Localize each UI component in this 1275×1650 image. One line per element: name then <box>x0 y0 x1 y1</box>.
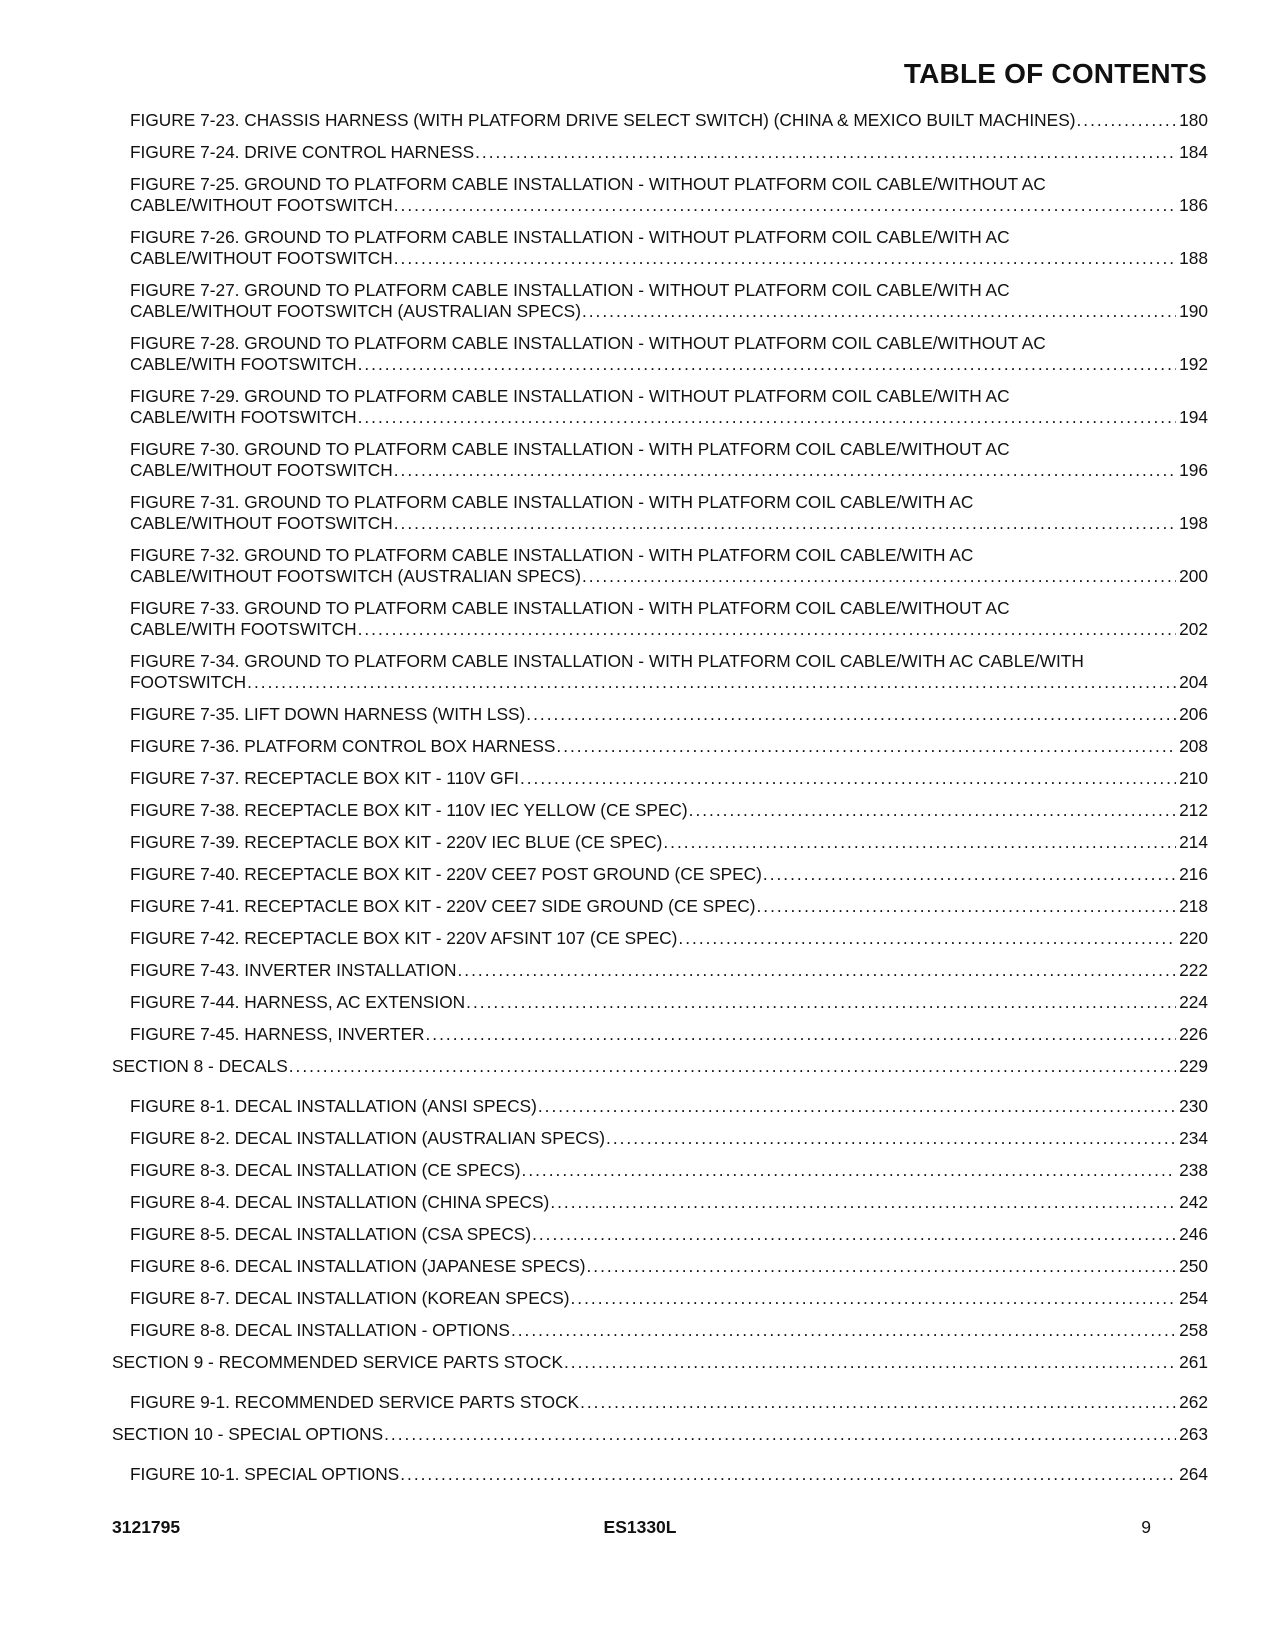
dot-leader <box>532 1224 1176 1245</box>
toc-entry-label: CABLE/WITHOUT FOOTSWITCH <box>130 460 393 480</box>
toc-entry-label: CABLE/WITHOUT FOOTSWITCH (AUSTRALIAN SPECS) <box>130 301 581 321</box>
toc-figure-entry[interactable] <box>130 768 1208 789</box>
dot-leader <box>587 1256 1177 1277</box>
toc-entry-page-number: 254 <box>1179 1288 1208 1308</box>
dot-leader <box>384 1424 1176 1445</box>
toc-entry-page-number: 184 <box>1179 142 1208 162</box>
dot-leader <box>522 1160 1177 1181</box>
toc-entry-label: FIGURE 7-43. INVERTER INSTALLATION <box>130 960 457 980</box>
dot-leader <box>580 1392 1176 1413</box>
toc-figure-entry[interactable] <box>130 333 1208 375</box>
toc-figure-entry[interactable] <box>130 598 1208 640</box>
toc-entry-page-number: 250 <box>1179 1256 1208 1276</box>
toc-section-entry[interactable] <box>112 1056 1208 1077</box>
toc-figure-entry[interactable] <box>130 1096 1208 1117</box>
toc-entry-page-number: 206 <box>1179 704 1208 724</box>
toc-entry-page-number: 258 <box>1179 1320 1208 1340</box>
toc-entry-label: CABLE/WITHOUT FOOTSWITCH (AUSTRALIAN SPECS) <box>130 566 581 586</box>
toc-entry-label: FIGURE 7-41. RECEPTACLE BOX KIT - 220V CEE7 SIDE GROUND (CE SPEC) <box>130 896 756 916</box>
dot-leader <box>394 460 1176 481</box>
toc-entry-label: FIGURE 8-8. DECAL INSTALLATION - OPTIONS <box>130 1320 510 1340</box>
toc-entry-page-number: 264 <box>1179 1464 1208 1484</box>
toc-figure-entry[interactable] <box>130 960 1208 981</box>
footer-doc-number: 3121795 <box>112 1517 181 1537</box>
toc-entry-page-number: 192 <box>1179 354 1208 374</box>
toc-entry-title-line: FIGURE 7-32. GROUND TO PLATFORM CABLE INSTALLATION - WITH PLATFORM COIL CABLE/WITH AC <box>130 545 974 565</box>
dot-leader <box>550 1192 1176 1213</box>
toc-entry-page-number: 222 <box>1179 960 1208 980</box>
toc-entry-label: FIGURE 7-37. RECEPTACLE BOX KIT - 110V GFI <box>130 768 519 788</box>
toc-entry-page-number: 263 <box>1179 1424 1208 1444</box>
dot-leader <box>756 896 1176 917</box>
toc-entry-label: FIGURE 7-38. RECEPTACLE BOX KIT - 110V IEC YELLOW (CE SPEC) <box>130 800 688 820</box>
toc-figure-entry[interactable] <box>130 492 1208 534</box>
toc-entry-label: SECTION 9 - RECOMMENDED SERVICE PARTS STOCK <box>112 1352 563 1372</box>
toc-entry-page-number: 204 <box>1179 672 1208 692</box>
toc-figure-entry[interactable] <box>130 545 1208 587</box>
dot-leader <box>358 619 1177 640</box>
dot-leader <box>520 768 1176 789</box>
toc-entry-label: CABLE/WITH FOOTSWITCH <box>130 407 357 427</box>
toc-entry-label: FIGURE 7-36. PLATFORM CONTROL BOX HARNESS <box>130 736 556 756</box>
toc-figure-entry[interactable] <box>130 704 1208 725</box>
dot-leader <box>556 736 1176 757</box>
toc-entry-label: CABLE/WITHOUT FOOTSWITCH <box>130 513 393 533</box>
toc-entry-page-number: 262 <box>1179 1392 1208 1412</box>
dot-leader <box>358 354 1177 375</box>
dot-leader <box>606 1128 1176 1149</box>
dot-leader <box>763 864 1176 885</box>
toc-figure-entry[interactable] <box>130 864 1208 885</box>
dot-leader <box>466 992 1176 1013</box>
toc-figure-entry[interactable] <box>130 1128 1208 1149</box>
dot-leader <box>394 513 1176 534</box>
toc-figure-entry[interactable] <box>130 110 1208 131</box>
footer-model: ES1330L <box>603 1517 677 1537</box>
toc-entry-label: FIGURE 8-6. DECAL INSTALLATION (JAPANESE SPECS) <box>130 1256 586 1276</box>
toc-figure-entry[interactable] <box>130 1192 1208 1213</box>
toc-entry-title-line: FIGURE 7-34. GROUND TO PLATFORM CABLE INSTALLATION - WITH PLATFORM COIL CABLE/WITH AC CABLE/WITH <box>130 651 1084 671</box>
dot-leader <box>538 1096 1176 1117</box>
toc-entry-label: FIGURE 7-23. CHASSIS HARNESS (WITH PLATFORM DRIVE SELECT SWITCH) (CHINA & MEXICO BUILT MACHINES) <box>130 110 1076 130</box>
toc-figure-entry[interactable] <box>130 651 1208 693</box>
toc-entry-page-number: 210 <box>1179 768 1208 788</box>
toc-entry-title-line: FIGURE 7-29. GROUND TO PLATFORM CABLE INSTALLATION - WITHOUT PLATFORM COIL CABLE/WITH AC <box>130 386 1010 406</box>
toc-entry-title-line: FIGURE 7-31. GROUND TO PLATFORM CABLE INSTALLATION - WITH PLATFORM COIL CABLE/WITH AC <box>130 492 974 512</box>
toc-entry-label: FIGURE 8-4. DECAL INSTALLATION (CHINA SPECS) <box>130 1192 550 1212</box>
toc-entry-page-number: 208 <box>1179 736 1208 756</box>
toc-entry-page-number: 214 <box>1179 832 1208 852</box>
toc-entry-label: FIGURE 7-24. DRIVE CONTROL HARNESS <box>130 142 475 162</box>
toc-entry-page-number: 180 <box>1179 110 1208 130</box>
toc-entry-label: FIGURE 10-1. SPECIAL OPTIONS <box>130 1464 400 1484</box>
toc-entry-page-number: 230 <box>1179 1096 1208 1116</box>
toc-figure-entry[interactable] <box>130 800 1208 821</box>
toc-entry-page-number: 196 <box>1179 460 1208 480</box>
dot-leader <box>582 301 1176 322</box>
toc-entry-label: CABLE/WITH FOOTSWITCH <box>130 354 357 374</box>
toc-figure-entry[interactable] <box>130 992 1208 1013</box>
toc-entry-label: FIGURE 8-3. DECAL INSTALLATION (CE SPECS) <box>130 1160 521 1180</box>
dot-leader <box>400 1464 1176 1485</box>
toc-entry-label: FIGURE 8-1. DECAL INSTALLATION (ANSI SPECS) <box>130 1096 537 1116</box>
toc-figure-entry[interactable] <box>130 736 1208 757</box>
toc-entry-page-number: 226 <box>1179 1024 1208 1044</box>
toc-entry-label: FIGURE 9-1. RECOMMENDED SERVICE PARTS STOCK <box>130 1392 580 1412</box>
toc-entry-page-number: 202 <box>1179 619 1208 639</box>
toc-entry-label: CABLE/WITHOUT FOOTSWITCH <box>130 248 393 268</box>
toc-entry-label: FOOTSWITCH <box>130 672 247 692</box>
dot-leader <box>678 928 1176 949</box>
toc-figure-entry[interactable] <box>130 1320 1208 1341</box>
toc-figure-entry[interactable] <box>130 832 1208 853</box>
dot-leader <box>582 566 1176 587</box>
dot-leader <box>358 407 1177 428</box>
toc-entry-label: FIGURE 8-7. DECAL INSTALLATION (KOREAN SPECS) <box>130 1288 570 1308</box>
dot-leader <box>570 1288 1176 1309</box>
toc-section-entry[interactable] <box>112 1352 1208 1373</box>
toc-figure-entry[interactable] <box>130 1224 1208 1245</box>
toc-figure-entry[interactable] <box>130 386 1208 428</box>
toc-entry-page-number: 224 <box>1179 992 1208 1012</box>
dot-leader <box>689 800 1177 821</box>
toc-entry-page-number: 229 <box>1179 1056 1208 1076</box>
toc-figure-entry[interactable] <box>130 1464 1208 1485</box>
dot-leader <box>247 672 1176 693</box>
toc-entry-label: FIGURE 7-44. HARNESS, AC EXTENSION <box>130 992 466 1012</box>
toc-figure-entry[interactable] <box>130 1256 1208 1277</box>
dot-leader <box>511 1320 1176 1341</box>
toc-figure-entry[interactable] <box>130 1288 1208 1309</box>
toc-figure-entry[interactable] <box>130 896 1208 917</box>
toc-entry-page-number: 218 <box>1179 896 1208 916</box>
dot-leader <box>663 832 1176 853</box>
toc-figure-entry[interactable] <box>130 280 1208 322</box>
toc-entry-label: FIGURE 7-45. HARNESS, INVERTER <box>130 1024 425 1044</box>
toc-entry-page-number: 238 <box>1179 1160 1208 1180</box>
toc-figure-entry[interactable] <box>130 439 1208 481</box>
dot-leader <box>394 195 1176 216</box>
toc-entry-title-line: FIGURE 7-30. GROUND TO PLATFORM CABLE INSTALLATION - WITH PLATFORM COIL CABLE/WITHOUT AC <box>130 439 1010 459</box>
toc-entry-label: FIGURE 8-5. DECAL INSTALLATION (CSA SPECS) <box>130 1224 532 1244</box>
toc-entry-title-line: FIGURE 7-26. GROUND TO PLATFORM CABLE INSTALLATION - WITHOUT PLATFORM COIL CABLE/WITH AC <box>130 227 1010 247</box>
dot-leader <box>475 142 1176 163</box>
toc-entry-page-number: 198 <box>1179 513 1208 533</box>
toc-entry-label: FIGURE 7-39. RECEPTACLE BOX KIT - 220V IEC BLUE (CE SPEC) <box>130 832 663 852</box>
toc-figure-entry[interactable] <box>130 174 1208 216</box>
toc-figure-entry[interactable] <box>130 142 1208 163</box>
toc-entry-page-number: 216 <box>1179 864 1208 884</box>
toc-entry-page-number: 242 <box>1179 1192 1208 1212</box>
toc-figure-entry[interactable] <box>130 1024 1208 1045</box>
toc-entry-label: CABLE/WITHOUT FOOTSWITCH <box>130 195 393 215</box>
dot-leader <box>394 248 1176 269</box>
toc-entry-label: FIGURE 7-42. RECEPTACLE BOX KIT - 220V AFSINT 107 (CE SPEC) <box>130 928 678 948</box>
page-title: TABLE OF CONTENTS <box>903 58 1207 89</box>
dot-leader <box>289 1056 1176 1077</box>
toc-entry-page-number: 194 <box>1179 407 1208 427</box>
toc-figure-entry[interactable] <box>130 1392 1208 1413</box>
toc-entry-label: SECTION 8 - DECALS <box>112 1056 288 1076</box>
toc-entry-page-number: 186 <box>1179 195 1208 215</box>
toc-entry-label: FIGURE 7-40. RECEPTACLE BOX KIT - 220V CEE7 POST GROUND (CE SPEC) <box>130 864 762 884</box>
toc-entry-page-number: 234 <box>1179 1128 1208 1148</box>
toc-entry-label: SECTION 10 - SPECIAL OPTIONS <box>112 1424 384 1444</box>
toc-figure-entry[interactable] <box>130 227 1208 269</box>
dot-leader <box>426 1024 1177 1045</box>
toc-list <box>0 110 1275 1496</box>
toc-entry-page-number: 261 <box>1179 1352 1208 1372</box>
toc-figure-entry[interactable] <box>130 928 1208 949</box>
page-footer <box>0 1517 1275 1541</box>
toc-entry-page-number: 200 <box>1179 566 1208 586</box>
dot-leader <box>1076 110 1176 131</box>
toc-entry-page-number: 246 <box>1179 1224 1208 1244</box>
toc-entry-page-number: 190 <box>1179 301 1208 321</box>
dot-leader <box>526 704 1176 725</box>
toc-entry-label: FIGURE 8-2. DECAL INSTALLATION (AUSTRALIAN SPECS) <box>130 1128 606 1148</box>
toc-figure-entry[interactable] <box>130 1160 1208 1181</box>
toc-entry-title-line: FIGURE 7-28. GROUND TO PLATFORM CABLE INSTALLATION - WITHOUT PLATFORM COIL CABLE/WITHOUT AC <box>130 333 1046 353</box>
toc-entry-label: FIGURE 7-35. LIFT DOWN HARNESS (WITH LSS) <box>130 704 526 724</box>
toc-section-entry[interactable] <box>112 1424 1208 1445</box>
toc-entry-page-number: 220 <box>1179 928 1208 948</box>
footer-page-number: 9 <box>1141 1517 1151 1537</box>
toc-entry-title-line: FIGURE 7-25. GROUND TO PLATFORM CABLE INSTALLATION - WITHOUT PLATFORM COIL CABLE/WITHOUT AC <box>130 174 1046 194</box>
dot-leader <box>458 960 1177 981</box>
toc-entry-page-number: 212 <box>1179 800 1208 820</box>
toc-entry-page-number: 188 <box>1179 248 1208 268</box>
toc-entry-title-line: FIGURE 7-33. GROUND TO PLATFORM CABLE INSTALLATION - WITH PLATFORM COIL CABLE/WITHOUT AC <box>130 598 1010 618</box>
toc-entry-label: CABLE/WITH FOOTSWITCH <box>130 619 357 639</box>
dot-leader <box>564 1352 1176 1373</box>
toc-entry-title-line: FIGURE 7-27. GROUND TO PLATFORM CABLE INSTALLATION - WITHOUT PLATFORM COIL CABLE/WITH AC <box>130 280 1010 300</box>
